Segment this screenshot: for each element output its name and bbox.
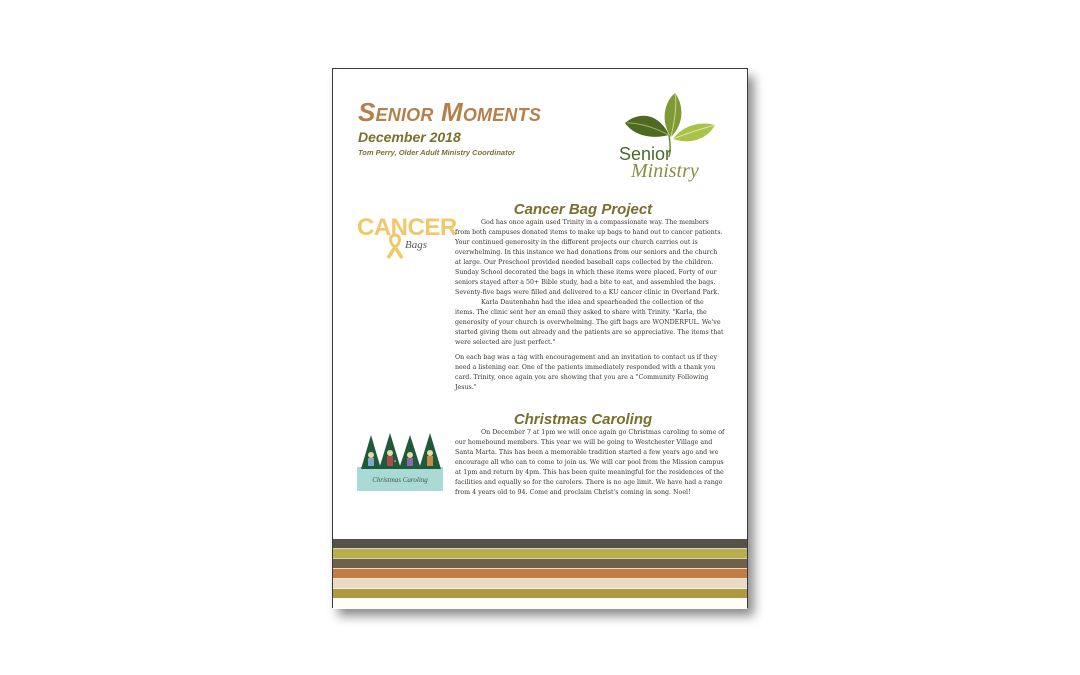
cancer-word: CANCER xyxy=(357,214,457,241)
cancer-bags-logo xyxy=(357,214,457,265)
paragraph: On December 7 at 1pm we will once again go Christmas caroling to some of our homebound members. This year we will be going to Westchester Village and Santa Marta. This has been a memorable tradition started a few years ago and we encourage all who can to come to join us. We will car pool from the Mission campus at 1pm and return by 4pm. This has been quite meaningful for the residences of the facilities and equally so for the carolers. There is no age limit. We have had a range from 4 years old to 94. Come and proclaim Christ's coming in song. Noel! xyxy=(455,429,725,496)
newsletter-page xyxy=(332,68,748,608)
logo-text-ministry: Ministry xyxy=(631,160,699,182)
footer-stripes xyxy=(333,539,747,609)
footer-stripe xyxy=(333,559,747,568)
bags-word: Bags xyxy=(405,239,427,251)
caroling-trees-icon xyxy=(357,431,443,491)
christmas-caroling-article xyxy=(455,428,725,498)
cancer-bag-article xyxy=(455,218,725,393)
christmas-caroling-image xyxy=(357,431,443,491)
section-heading-cancer-bag-project: Cancer Bag Project xyxy=(513,201,653,218)
section-heading-christmas-caroling: Christmas Caroling xyxy=(513,411,653,428)
senior-ministry-logo xyxy=(613,89,723,184)
footer-stripe xyxy=(333,569,747,578)
footer-stripe xyxy=(333,579,747,588)
newsletter-byline: Tom Perry, Older Adult Ministry Coordinator xyxy=(358,148,516,157)
ribbon-icon xyxy=(385,233,405,259)
paragraph: On each bag was a tag with encouragement and an invitation to contact us if they need a listening ear. One of the patients immediately responded with a thank you card. Trinity, once again you are showing that you are a "Community Following Jesus." xyxy=(455,354,718,391)
newsletter-date: December 2018 xyxy=(358,129,461,145)
newsletter-title: Senior Moments xyxy=(358,97,542,127)
footer-stripe xyxy=(333,589,747,598)
footer-stripe xyxy=(333,598,747,609)
paragraph: God has once again used Trinity in a compassionate way. The members from both campuses donated items to make up bags to hand out to cancer patients. Your continued generosity in the different projects our church carries out is overwhelming. In this instance we had donations from our seniors and the church at large. Our Preschool provided needed baseball caps collected by the children. Sunday School decorated the bags in which these items were placed. Forty of our seniors stayed after a 50+ Bible study, had a bite to eat, and assembled the bags. Seventy-five bags were filled and delivered to a KU cancer clinic in Overland Park. xyxy=(455,219,723,296)
logo-text-senior: Senior xyxy=(619,144,672,164)
footer-stripe xyxy=(333,539,747,548)
caroling-caption: Christmas Caroling xyxy=(372,476,428,484)
footer-stripe xyxy=(333,549,747,558)
paragraph: Karla Dautenhahn had the idea and spearheaded the collection of the items. The clinic sent her an email they asked to share with Trinity. "Karla, the generosity of your church is overwhelming. The gift bags are WONDERFUL. We've started giving them out already and the patients are so appreciative. The items that were selected are just perfect." xyxy=(455,299,724,346)
